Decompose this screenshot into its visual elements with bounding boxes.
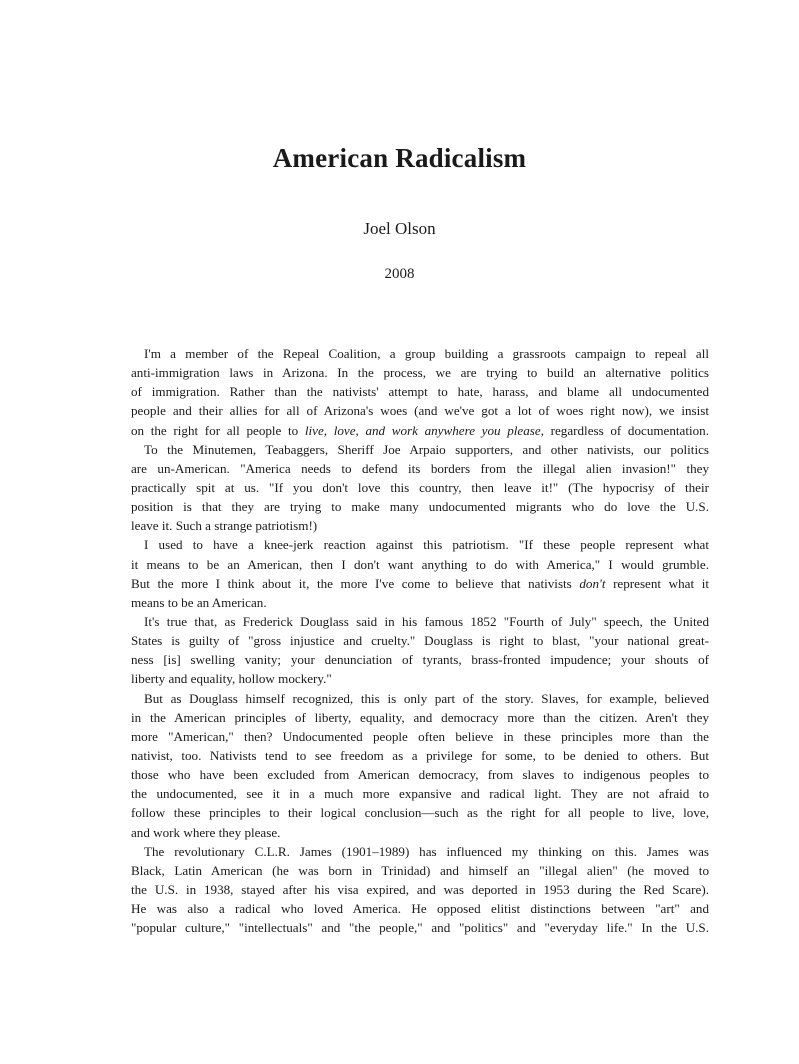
text-line: nativist, too. Nativists tend to see freedom as a privilege for some, to be denied to others. But — [131, 747, 709, 763]
text-line: liberty and equality, hollow mockery." — [131, 671, 332, 687]
text-line: To the Minutemen, Teabaggers, Sheriff Joe Arpaio supporters, and other nativists, our politics — [144, 441, 709, 457]
text-line: those who have been excluded from American democracy, from slaves to indigenous peoples to — [131, 767, 709, 783]
paragraph — [131, 344, 709, 440]
emphasis-text: don't — [579, 575, 606, 591]
text-line: leave it. Such a strange patriotism!) — [131, 518, 318, 534]
body-text — [131, 344, 709, 937]
text-line: position is that they are trying to make many undocumented migrants who do love the U.S. — [131, 499, 709, 515]
paragraph — [131, 612, 709, 689]
text-line: It's true that, as Frederick Douglass said in his famous 1852 "Fourth of July" speech, the United — [144, 613, 709, 629]
text-line: anti-immigration laws in Arizona. In the process, we are trying to build an alternative politics — [131, 365, 709, 381]
document-date: 2008 — [384, 266, 415, 282]
paragraph — [131, 440, 709, 536]
text-run: But the more I think about it, the more I've come to believe that nativists — [131, 575, 580, 591]
text-line: The revolutionary C.L.R. James (1901–1989) has influenced my thinking on this. James was — [144, 843, 709, 859]
text-line: He was also a radical who loved America. He opposed elitist distinctions between "art" and — [131, 901, 709, 917]
text-line: of immigration. Rather than the nativists' attempt to hate, harass, and blame all undocumented — [131, 384, 709, 400]
text-line: I used to have a knee-jerk reaction against this patriotism. "If these people represent what — [144, 537, 709, 553]
text-run: on the right for all people to — [131, 422, 305, 438]
text-line: But as Douglass himself recognized, this is only part of the story. Slaves, for example, believed — [144, 690, 709, 706]
paragraph — [131, 842, 709, 938]
text-line: are un-American. "America needs to defend its borders from the illegal alien invasion!" they — [131, 460, 709, 476]
text-line: in the American principles of liberty, equality, and democracy more than the citizen. Aren't they — [131, 709, 709, 725]
text-line: the undocumented, see it in a much more expansive and radical light. They are not afraid to — [131, 786, 709, 802]
text-line: follow these principles to their logical conclusion—such as the right for all people to live, love, — [131, 805, 709, 821]
text-line — [131, 574, 709, 593]
text-line — [131, 421, 709, 440]
text-line: and work where they please. — [131, 824, 281, 840]
paragraph — [131, 535, 709, 612]
text-run: represent what it — [605, 575, 709, 591]
paragraph — [131, 689, 709, 842]
text-line: it means to be an American, then I don't want anything to do with America," I would grumble. — [131, 556, 709, 572]
document-author: Joel Olson — [363, 219, 436, 238]
text-run: , regardless of documentation. — [540, 422, 710, 438]
text-line: people and their allies for all of Arizona's woes (and we've got a lot of woes right now), we insist — [131, 403, 709, 419]
text-line: ness [is] swelling vanity; your denunciation of tyrants, brass-fronted impudence; your shouts of — [131, 652, 709, 668]
text-line: Black, Latin American (he was born in Trinidad) and himself an "illegal alien" (he moved to — [131, 862, 709, 878]
text-line: States is guilty of "gross injustice and cruelty." Douglass is right to blast, "your national great- — [131, 633, 709, 649]
text-line: practically spit at us. "If you don't love this country, then leave it!" (The hypocrisy of their — [131, 479, 709, 495]
document-title: American Radicalism — [272, 143, 527, 173]
text-line: means to be an American. — [131, 594, 267, 610]
text-line: "popular culture," "intellectuals" and "the people," and "politics" and "everyday life." In the U.S. — [131, 920, 709, 936]
text-line: I'm a member of the Repeal Coalition, a group building a grassroots campaign to repeal all — [144, 346, 709, 361]
text-line: the U.S. in 1938, stayed after his visa expired, and was deported in 1953 during the Red Scare). — [131, 881, 709, 897]
text-line: more "American," then? Undocumented people often believe in these principles more than the — [131, 728, 709, 744]
emphasis-text: live, love, and work anywhere you please — [304, 422, 541, 438]
